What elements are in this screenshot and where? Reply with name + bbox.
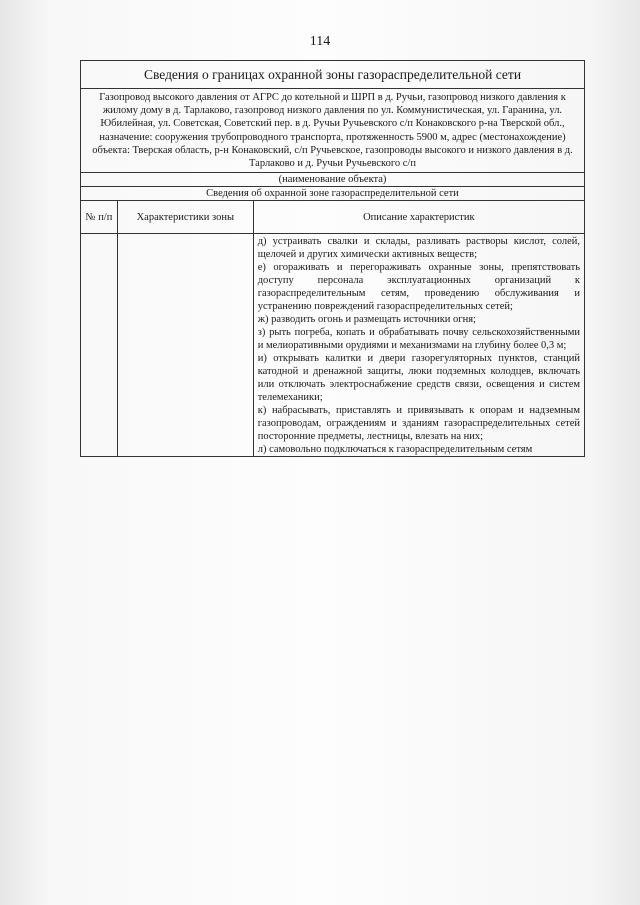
table-title: Сведения о границах охранной зоны газораспределительной сети — [81, 61, 585, 89]
row-description-cell — [253, 234, 584, 457]
list-item: ж) разводить огонь и размещать источники огня; — [257, 314, 476, 326]
page-number: 114 — [309, 34, 331, 49]
list-item: к) набрасывать, приставлять и привязывать к опорам и надземным газопроводам, ограждениям и зданиям газораспределительных сетей посторонние предметы, лестницы, влезать на них; — [257, 405, 580, 443]
list-item: д) устраивать свалки и склады, разливать растворы кислот, солей, щелочей и других химически активных веществ; — [257, 236, 580, 261]
list-item: л) самовольно подключаться к газораспределительным сетям — [257, 444, 533, 456]
column-header-characteristics: Характеристики зоны — [117, 201, 253, 234]
table-row — [81, 234, 585, 457]
section-heading: Сведения об охранной зоне газораспределительной сети — [81, 187, 585, 201]
object-description: Газопровод высокого давления от АГРС до котельной и ШРП в д. Ручьи, газопровод низкого давления к жилому дому в д. Тарлаково, газопровод низкого давления по ул. Коммунистическая, ул. Гаранина, ул. Юбилейная, ул. Советская, Советский пер. в д. Ручьи Ручьевского с/п Конаковского р-на Тверской обл., назначение: сооружения трубопроводного транспорта, протяженность 5900 м, адрес (местонахождение) объекта: Тверская область, р-н Конаковский, с/п Ручьевское, газопроводы высокого и низкого давления в д. Тарлаково и д. Ручьи Ручьевского с/п — [81, 89, 585, 173]
protection-zone-table — [80, 60, 585, 457]
list-item: е) огораживать и перегораживать охранные зоны, препятствовать доступу персонала эксплуатационных организаций к газораспределительным сетям, проведению обслуживания и устранению повреждений газораспределительных сетей; — [257, 262, 580, 313]
list-item: и) открывать калитки и двери газорегуляторных пунктов, станций катодной и дренажной защиты, люки подземных колодцев, включать или отключать электроснабжение средств связи, освещения и систем телемеханики; — [257, 353, 580, 404]
column-header-description: Описание характеристик — [253, 201, 584, 234]
row-characteristics-cell — [117, 234, 253, 457]
list-item: з) рыть погреба, копать и обрабатывать почву сельскохозяйственными и мелиоративными орудиями и механизмами на глубину более 0,3 м; — [257, 327, 580, 352]
table-header-row — [81, 201, 585, 234]
column-header-num: № п/п — [81, 201, 118, 234]
row-num-cell — [81, 234, 118, 457]
object-caption: (наименование объекта) — [81, 173, 585, 187]
